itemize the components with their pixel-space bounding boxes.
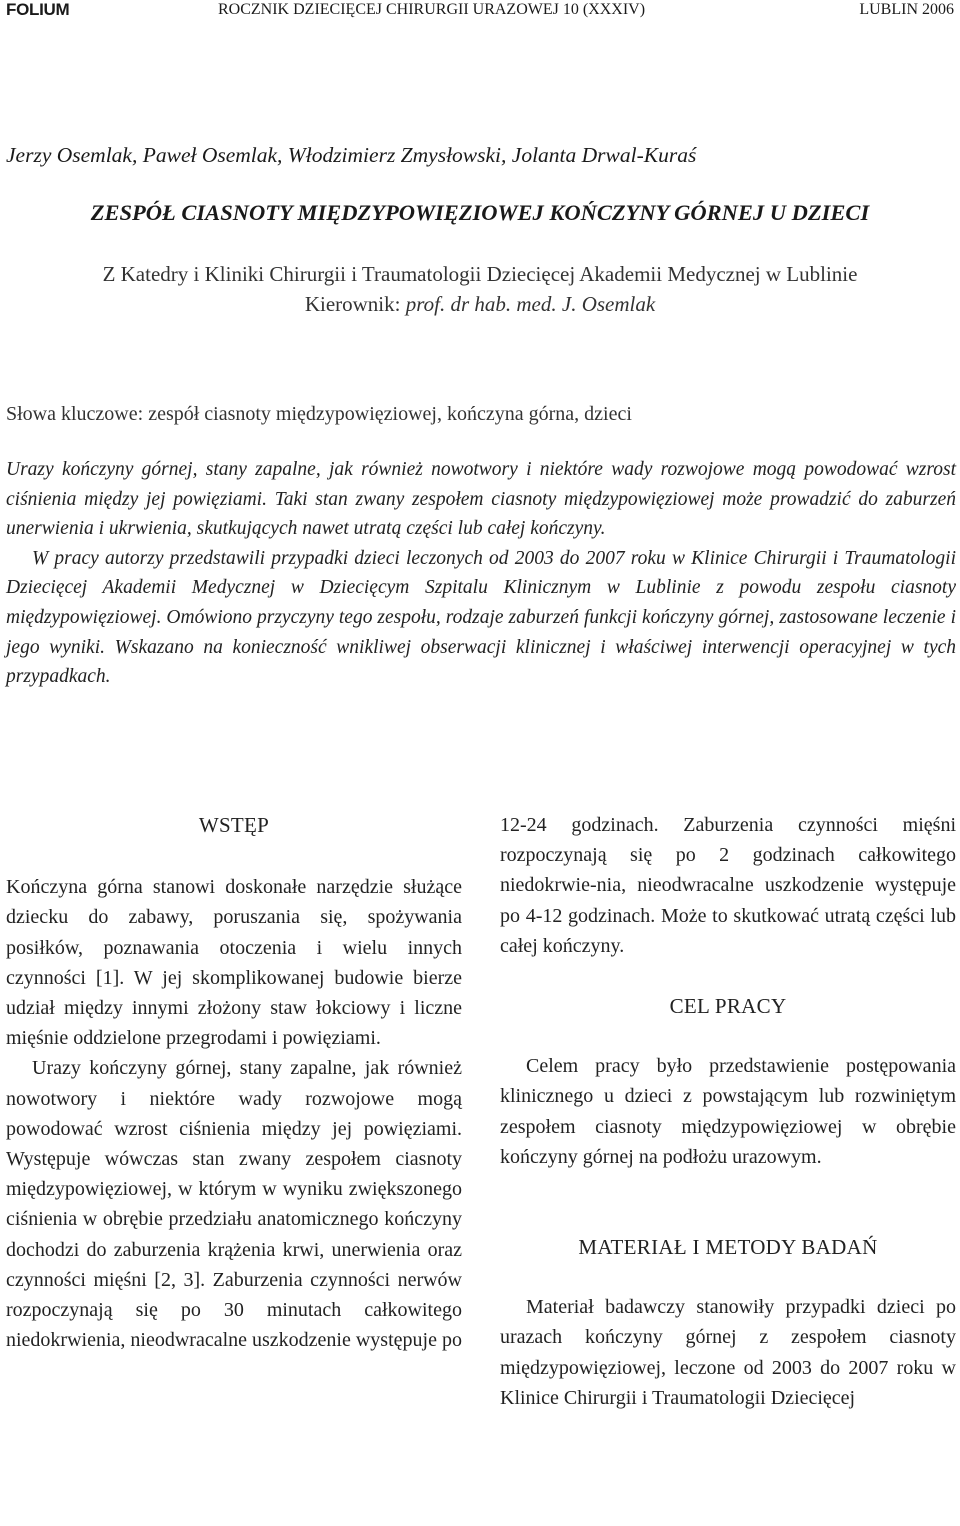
affiliation-line: Z Katedry i Kliniki Chirurgii i Traumatologii Dziecięcej Akademii Medycznej w Lublinie [102,262,858,286]
right-column [500,810,956,1413]
place-year: LUBLIN 2006 [859,1,954,18]
intro-paragraph-1: Kończyna górna stanowi doskonałe narzędzie służące dziecku do zabawy, poruszania się, spożywania posiłków, poznawania otoczenia i wielu innych czynności [1]. W jej skomplikowanej budowie bierze udział między innymi złożony staw łokciowy i liczne mięśnie oddzielone przegrodami i powięziami. [6,876,462,1050]
section-heading-methods: MATERIAŁ I METODY BADAŃ [578,1235,878,1260]
section-heading-introduction: WSTĘP [198,813,270,837]
aim-paragraph: Celem pracy było przedstawienie postępowania klinicznego u dzieci z powstającym lub rozwiniętym zespołem ciasnoty międzypowięziowej w obrębie kończyny górnej na podłożu urazowym. [500,1055,956,1168]
affiliation [0,259,960,319]
methods-paragraph: Materiał badawczy stanowiły przypadki dzieci po urazach kończyny górnej z zespołem ciasnoty międzypowięziowej, leczone od 2003 do 2007 roku w Klinice Chirurgii i Traumatologii Dziecięcej [500,1296,956,1409]
authors: Jerzy Osemlak, Paweł Osemlak, Włodzimierz Zmysłowski, Jolanta Drwal-Kuraś [6,143,697,167]
left-column [6,810,462,1355]
intro-paragraph-2: Urazy kończyny górnej, stany zapalne, jak również nowotwory i niektóre wady rozwojowe mogą powodować wzrost ciśnienia między jej powięziami. Występuje wówczas stan zwany zespołem ciasnoty międzypowięziowej, w którym w wyniku zwiększonego ciśnienia w obrębie przedziału anatomicznego kończyny dochodzi do zaburzenia krążenia krwi, unerwienia oraz czynności mięśni [2, 3]. Zaburzenia czynności nerwów rozpoczynają się po 30 minutach całkowitego niedokrwienia, nieodwracalne uszkodzenie występuje po [6,1057,462,1352]
keywords: Słowa kluczowe: zespół ciasnoty międzypowięziowej, kończyna górna, dzieci [6,403,632,425]
head-label: Kierownik: [304,292,406,316]
head-name: prof. dr hab. med. J. Osemlak [405,292,656,316]
article-title: ZESPÓŁ CIASNOTY MIĘDZYPOWIĘZIOWEJ KOŃCZYNY GÓRNEJ U DZIECI [90,200,870,225]
intro-paragraph-continued: 12-24 godzinach. Zaburzenia czynności mięśni rozpoczynają się po 2 godzinach całkowitego niedokrwie-nia, nieodwracalne uszkodzenie występuje po 4-12 godzinach. Może to skutkować utratą części lub całej kończyny. [500,814,956,957]
journal-title: ROCZNIK DZIECIĘCEJ CHIRURGII URAZOWEJ 10 (XXXIV) [218,1,646,18]
abstract [6,455,956,692]
section-heading-aim: CEL PRACY [669,994,787,1019]
running-header [0,0,960,22]
abstract-paragraph-2: W pracy autorzy przedstawili przypadki dzieci leczonych od 2003 do 2007 roku w Klinice Chirurgii i Traumatologii Dziecięcej Akademii Medycznej w Dziecięcym Szpitalu Klinicznym w Lublinie z powodu zespołu ciasnoty międzypowięziowej. Omówiono przyczyny tego zespołu, rodzaje zaburzeń funkcji kończyny górnej, zastosowane leczenie i jego wyniki. Wskazano na konieczność wnikliwej obserwacji klinicznej i właściwej interwencji operacyjnej w tych przypadkach. [6,547,956,688]
abstract-paragraph-1: Urazy kończyny górnej, stany zapalne, jak również nowotwory i niektóre wady rozwojowe mogą powodować wzrost ciśnienia między jej powięziami. Taki stan zwany zespołem ciasnoty międzypowięziowej może prowadzić do zaburzeń unerwienia i ukrwienia, skutkujących nawet utratą części lub całej kończyny. [6,459,956,540]
journal-logo: FOLIUM [6,0,70,19]
department-head [0,289,960,319]
